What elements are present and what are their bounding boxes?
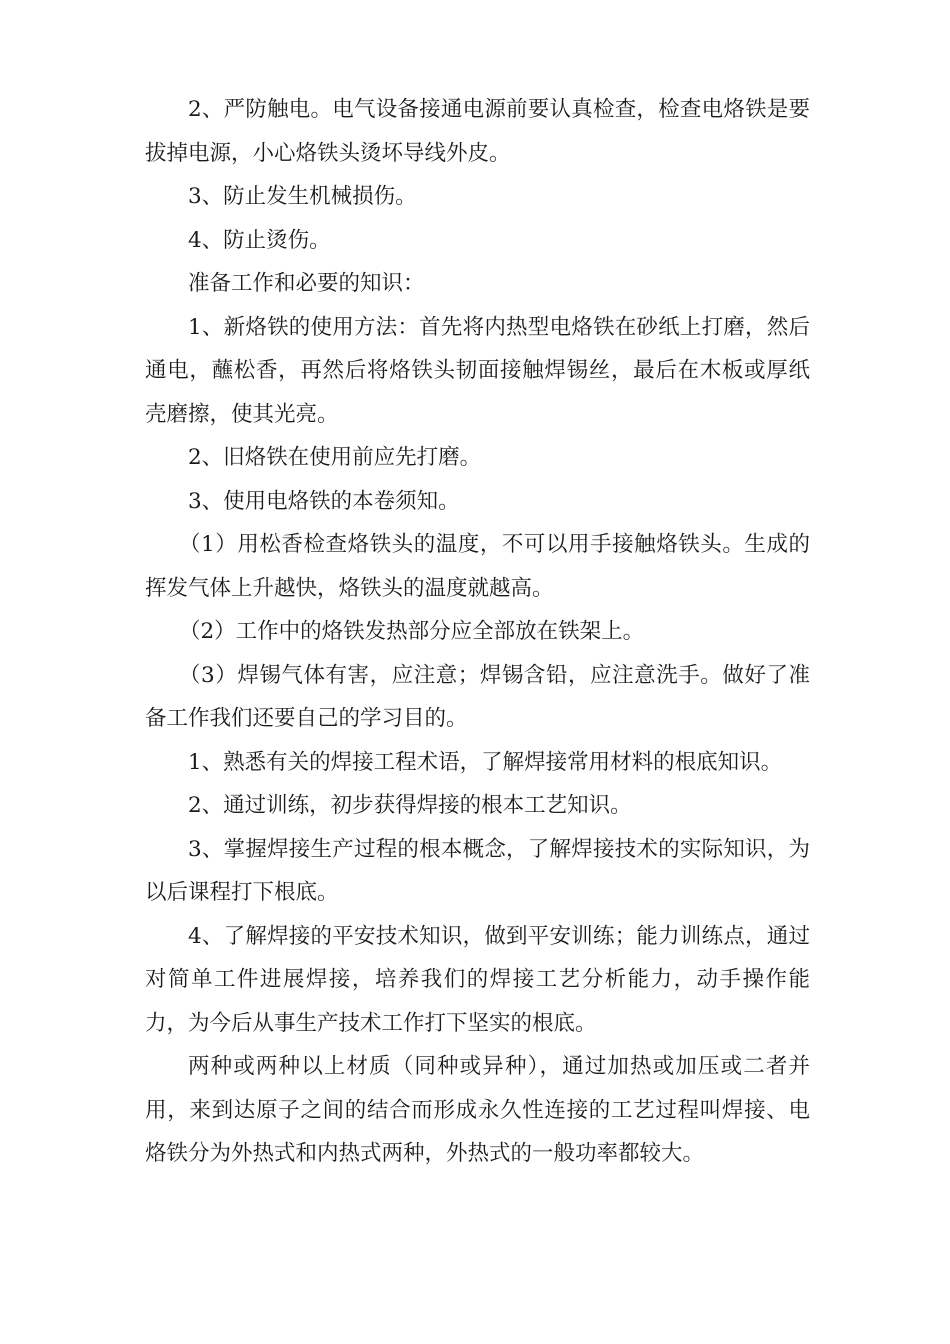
paragraph-goal-3: 3、掌握焊接生产过程的根本概念，了解焊接技术的实际知识，为以后课程打下根底。 [145, 836, 810, 905]
paragraph-note-1: （1）用松香检查烙铁头的温度，不可以用手接触烙铁头。生成的挥发气体上升越快，烙铁头的温度就越高。 [145, 532, 810, 601]
paragraph-goal-1: 1、熟悉有关的焊接工程术语，了解焊接常用材料的根底知识。 [188, 749, 783, 775]
paragraph-note-3: （3）焊锡气体有害，应注意；焊锡含铅，应注意洗手。做好了准备工作我们还要自己的学习目的。 [145, 662, 810, 731]
paragraph-old-iron-grinding: 2、旧烙铁在使用前应先打磨。 [188, 445, 482, 470]
paragraph-iron-usage-notes: 3、使用电烙铁的本卷须知。 [188, 488, 460, 514]
paragraph-goal-4: 4、了解焊接的平安技术知识，做到平安训练；能力训练点，通过对简单工件进展焊接，培养我们的焊接工艺分析能力，动手操作能力，为今后从事生产技术工作打下坚实的根底。 [145, 923, 810, 1036]
paragraph-prevent-burns: 4、防止烫伤。 [188, 227, 331, 253]
paragraph-note-2: （2）工作中的烙铁发热部分应全部放在铁架上。 [179, 619, 645, 644]
paragraph-new-iron-usage: 1、新烙铁的使用方法：首先将内热型电烙铁在砂纸上打磨，然后通电，蘸松香，再然后将烙铁头韧面接触焊锡丝，最后在木板或厚纸壳磨擦，使其光亮。 [145, 314, 810, 427]
paragraph-preparation-heading: 准备工作和必要的知识： [188, 271, 425, 296]
paragraph-prevent-electric-shock: 2、严防触电。电气设备接通电源前要认真检查，检查电烙铁是要拔掉电源，小心烙铁头烫坏导线外皮。 [145, 97, 810, 166]
document-body [145, 88, 810, 1176]
paragraph-goal-2: 2、通过训练，初步获得焊接的根本工艺知识。 [188, 793, 632, 818]
paragraph-welding-definition: 两种或两种以上材质（同种或异种），通过加热或加压或二者并用，来到达原子之间的结合而形成永久性连接的工艺过程叫焊接、电烙铁分为外热式和内热式两种，外热式的一般功率都较大。 [145, 1054, 810, 1166]
paragraph-prevent-mechanical-injury: 3、防止发生机械损伤。 [188, 184, 417, 209]
